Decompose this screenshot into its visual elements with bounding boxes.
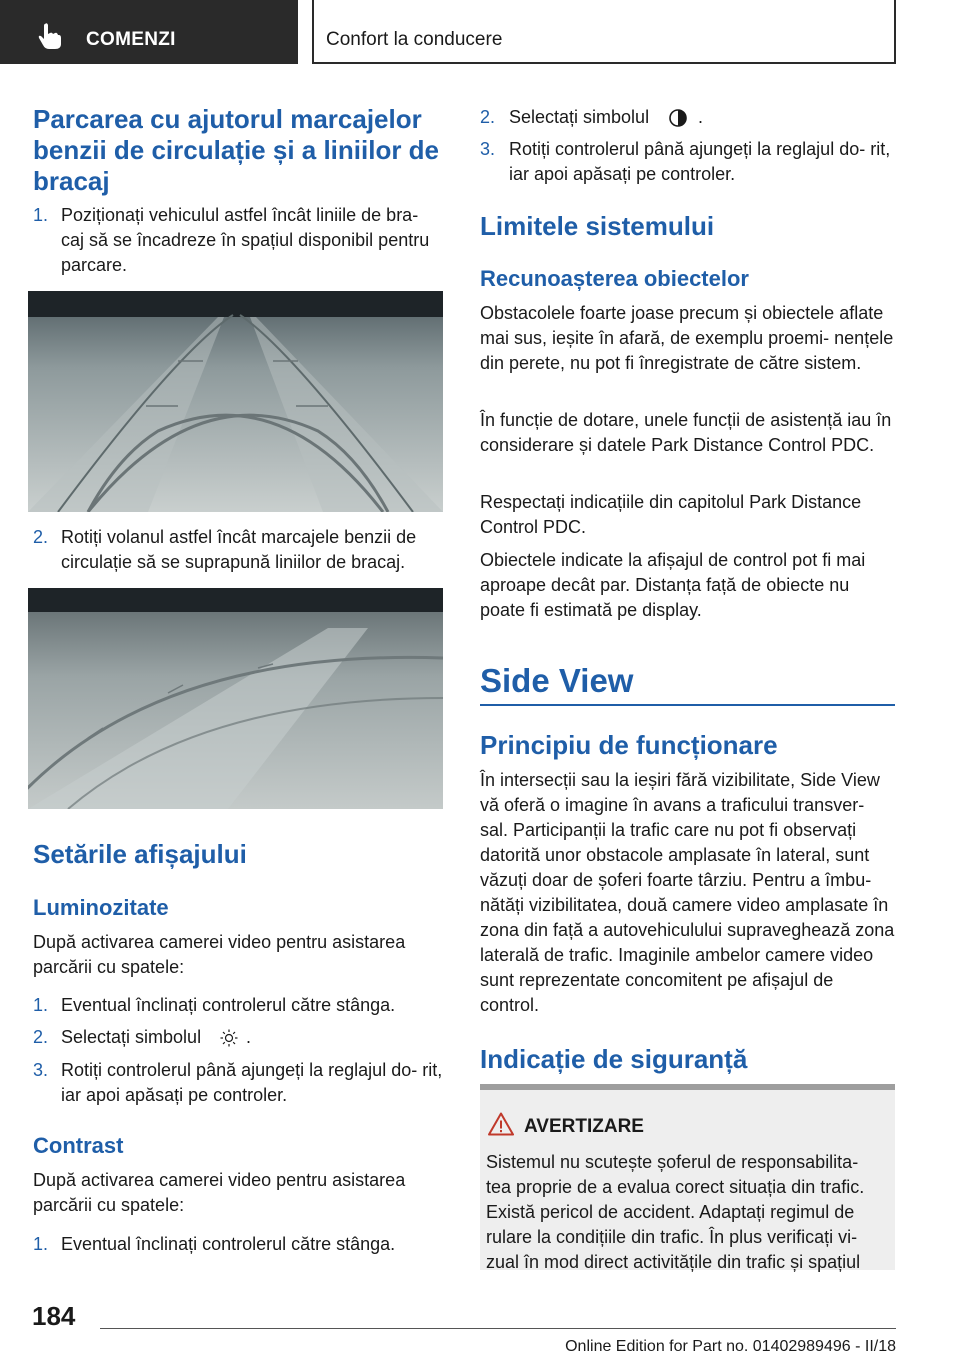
warning-title: AVERTIZARE bbox=[524, 1116, 644, 1137]
section-tab bbox=[0, 0, 298, 64]
footer-rule bbox=[100, 1328, 896, 1329]
brightness-intro: După activarea camerei video pentru asistarea parcării cu spatele: bbox=[33, 932, 406, 977]
step-number: 1. bbox=[33, 1234, 49, 1254]
step-number: 2. bbox=[33, 527, 49, 547]
parking-heading: Parcarea cu ajutorul marcajelor benzii de circulație și a liniilor de bracaj bbox=[33, 104, 440, 196]
safety-heading: Indicație de siguranță bbox=[480, 1044, 748, 1074]
paragraph: Respectați indicațiile din capitolul Park Distance Control PDC. bbox=[480, 492, 862, 537]
warning-triangle-icon bbox=[488, 1112, 514, 1136]
contrast-intro: După activarea camerei video pentru asistarea parcării cu spatele: bbox=[33, 1170, 406, 1215]
heading-rule bbox=[480, 704, 895, 706]
step-number: 1. bbox=[33, 205, 49, 225]
warning-box bbox=[480, 1084, 895, 1270]
side-view-heading: Side View bbox=[480, 662, 634, 699]
paragraph: Obstacolele foarte joase precum și obiectele aflate mai sus, ieșite în afară, de exemplu proemi‐ nențele din perete, nu pot fi înregistrate de către sistem. bbox=[480, 303, 894, 373]
edition-footer: Online Edition for Part no. 01402989496 - II/18 bbox=[565, 1338, 896, 1355]
contrast-heading: Contrast bbox=[33, 1133, 124, 1158]
contrast-icon bbox=[668, 108, 688, 128]
step-number: 2. bbox=[33, 1027, 49, 1047]
step-number: 3. bbox=[480, 139, 496, 159]
page-number: 184 bbox=[32, 1301, 76, 1331]
chapter-title: Confort la conducere bbox=[326, 29, 503, 50]
steering-overlay-image bbox=[28, 588, 443, 809]
paragraph: Obiectele indicate la afișajul de control pot fi mai aproape decât par. Distanța față de obiecte nu poate fi estimată pe display. bbox=[480, 550, 866, 620]
step-text-end: . bbox=[246, 1027, 252, 1047]
step-text: Eventual înclinați controlerul către stânga. bbox=[61, 995, 396, 1015]
system-limits-heading: Limitele sistemului bbox=[480, 211, 715, 241]
parking-lines-image bbox=[28, 291, 443, 512]
object-detection-heading: Recunoașterea obiectelor bbox=[480, 266, 749, 291]
principle-heading: Principiu de funcționare bbox=[480, 730, 778, 760]
chapter-header bbox=[312, 0, 896, 64]
step-text: Selectați simbolul bbox=[509, 107, 650, 127]
step-text: Eventual înclinați controlerul către stânga. bbox=[61, 1234, 396, 1254]
step-text: Rotiți controlerul până ajungeți la reglajul do‐ rit, iar apoi apăsați pe controler. bbox=[509, 139, 891, 184]
hand-pointer-icon bbox=[38, 22, 62, 50]
principle-text: În intersecții sau la ieșiri fără vizibilitate, Side View vă oferă o imagine în avans a traficului transver‐ sal. Participanții la trafic care nu pot fi observați datorită unor obstacole amplasate în lateral, sunt văzuți doar de șoferi foarte târziu. Pentru a îmbu‐ nătăți vizibilitatea, două camere video amplasate în zona din față a autovehiculului supraveghează zona laterală de trafic. Imaginile ambelor camere video sunt reprezentate concomitent pe afișajul de control. bbox=[480, 770, 895, 1015]
step-text: Poziționați vehiculul astfel încât liniile de bra‐ caj să se încadreze în spațiul disponibil pentru parcare. bbox=[61, 205, 430, 275]
step-number: 2. bbox=[480, 107, 496, 127]
section-tab-label: COMENZI bbox=[86, 29, 176, 50]
step-text-end: . bbox=[698, 107, 704, 127]
brightness-icon bbox=[220, 1029, 238, 1047]
step-number: 3. bbox=[33, 1060, 49, 1080]
paragraph: În funcție de dotare, unele funcții de asistență iau în considerare și datele Park Distance Control PDC. bbox=[480, 410, 892, 455]
step-text: Rotiți volanul astfel încât marcajele benzii de circulație să se suprapună liniilor de bracaj. bbox=[61, 527, 417, 572]
warning-text: Sistemul nu scutește șoferul de responsabilita‐ tea proprie de a evalua corect situația din trafic. Există pericol de accident. Adaptați regimul de rulare la condițiile din trafic. În plus verificați vi‐ zual în mod direct activitățile din trafic și spațiul bbox=[486, 1152, 865, 1272]
step-text: Selectați simbolul bbox=[61, 1027, 202, 1047]
step-number: 1. bbox=[33, 995, 49, 1015]
display-settings-heading: Setările afișajului bbox=[33, 839, 247, 869]
step-text: Rotiți controlerul până ajungeți la reglajul do‐ rit, iar apoi apăsați pe controler. bbox=[61, 1060, 443, 1105]
brightness-heading: Luminozitate bbox=[33, 895, 169, 920]
